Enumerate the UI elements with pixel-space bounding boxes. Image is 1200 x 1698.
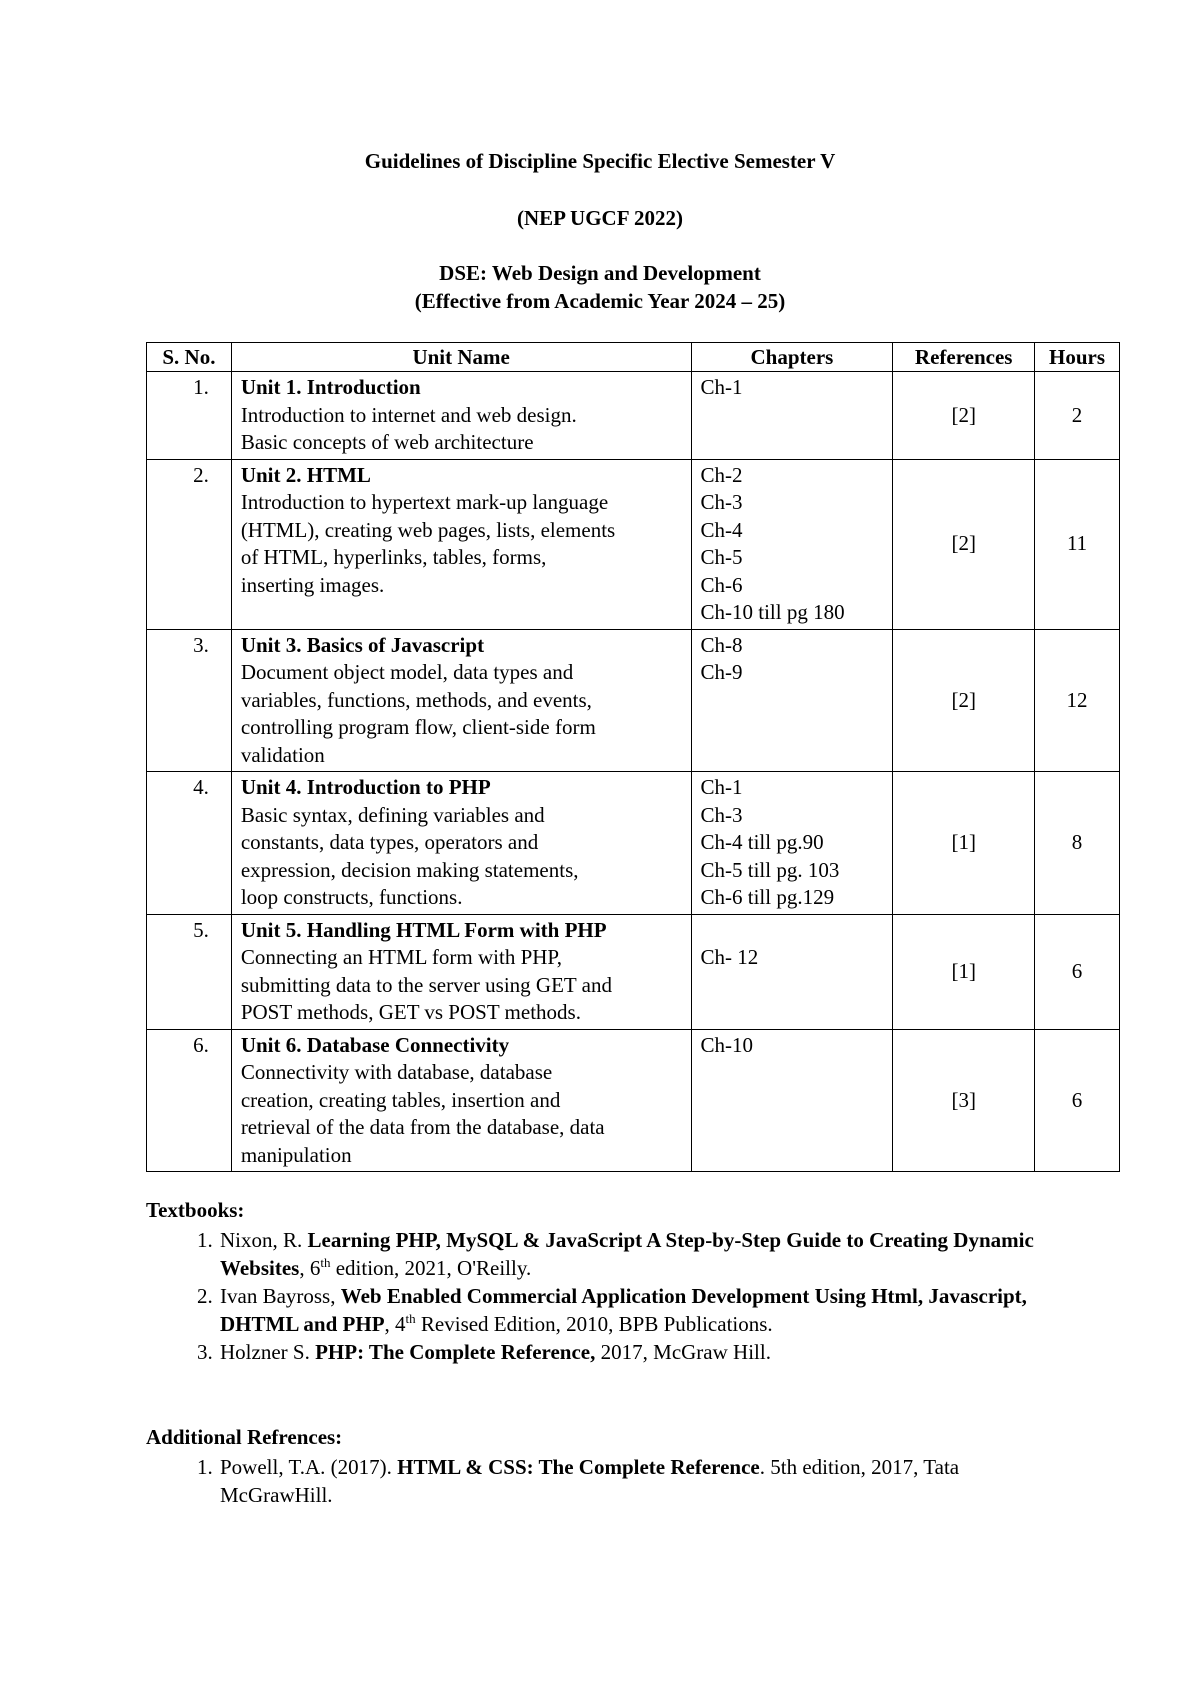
chapter-entry: Ch-3 — [700, 490, 743, 514]
document-title: Guidelines of Discipline Specific Elective Semester V — [364, 149, 836, 173]
cell-references: [2] — [893, 372, 1035, 460]
chapter-entry: Ch-10 — [700, 1032, 753, 1057]
column-header-sno: S. No. — [147, 343, 232, 372]
reference-title: PHP: The Complete Reference, — [315, 1340, 596, 1364]
cell-sno: 3. — [147, 629, 232, 772]
cell-references: [2] — [893, 459, 1035, 629]
cell-hours: 6 — [1035, 1029, 1120, 1172]
table-row — [147, 914, 1120, 1029]
reference-item — [218, 1226, 1086, 1282]
cell-chapters — [691, 372, 893, 460]
cell-unit-name — [231, 459, 691, 629]
reference-edition-suffix: th — [320, 1255, 331, 1270]
reference-author: Holzner S. — [220, 1340, 316, 1364]
effective-year: (Effective from Academic Year 2024 – 25) — [414, 289, 786, 313]
unit-description-line: loop constructs, functions. — [240, 885, 463, 909]
reference-details: 2017, McGraw Hill. — [595, 1340, 771, 1364]
cell-hours: 2 — [1035, 372, 1120, 460]
unit-description-line: Basic concepts of web architecture — [240, 430, 534, 454]
unit-description-line: POST methods, GET vs POST methods. — [240, 1000, 581, 1024]
chapter-entry: Ch-4 till pg.90 — [700, 830, 824, 854]
unit-description-line: Connectivity with database, database — [240, 1060, 553, 1084]
table-row — [147, 372, 1120, 460]
unit-description-line: expression, decision making statements, — [240, 857, 579, 882]
cell-unit-name — [231, 772, 691, 915]
chapter-entry: Ch-6 till pg.129 — [700, 885, 835, 909]
reference-author: Nixon, R. — [220, 1228, 308, 1252]
unit-title: Unit 1. Introduction — [240, 375, 421, 399]
unit-description-line: Introduction to hypertext mark-up language — [240, 490, 609, 514]
cell-unit-name — [231, 914, 691, 1029]
table-header-row — [147, 343, 1120, 372]
cell-sno: 4. — [147, 772, 232, 915]
additional-references-section — [146, 1423, 1046, 1509]
unit-description-line: Connecting an HTML form with PHP, — [240, 945, 563, 969]
unit-description-line: constants, data types, operators and — [240, 830, 539, 854]
reference-details: Revised Edition, 2010, BPB Publications. — [415, 1312, 773, 1336]
cell-chapters — [691, 1029, 893, 1172]
cell-hours: 6 — [1035, 914, 1120, 1029]
cell-chapters — [691, 772, 893, 915]
chapter-entry: Ch-1 — [700, 375, 743, 399]
cell-unit-name — [231, 1029, 691, 1172]
cell-references: [3] — [893, 1029, 1035, 1172]
cell-sno: 6. — [147, 1029, 232, 1172]
table-body — [147, 372, 1120, 1172]
chapter-entry: Ch-5 till pg. 103 — [700, 857, 840, 882]
unit-description-line: controlling program flow, client-side form — [240, 715, 596, 739]
unit-description-line: Basic syntax, defining variables and — [240, 802, 545, 827]
cell-references: [1] — [893, 772, 1035, 915]
cell-hours: 11 — [1035, 459, 1120, 629]
unit-description-line: manipulation — [240, 1142, 352, 1167]
table-row — [147, 772, 1120, 915]
reference-details: . 5th edition, 2017, Tata McGrawHill. — [220, 1455, 960, 1507]
syllabus-table — [146, 342, 1120, 1172]
table-row — [147, 459, 1120, 629]
unit-title: Unit 4. Introduction to PHP — [240, 775, 491, 799]
cell-unit-name — [231, 629, 691, 772]
cell-chapters — [691, 459, 893, 629]
chapter-entry — [701, 917, 884, 945]
reference-item — [218, 1453, 1046, 1509]
unit-description-line: Introduction to internet and web design. — [240, 402, 577, 427]
table-row — [147, 1029, 1120, 1172]
chapter-entry: Ch-4 — [700, 517, 743, 542]
column-header-unit-name: Unit Name — [231, 343, 691, 372]
chapter-entry: Ch-5 — [700, 545, 743, 569]
chapter-entry: Ch-9 — [700, 660, 743, 684]
cell-sno: 2. — [147, 459, 232, 629]
unit-description-line: inserting images. — [240, 572, 385, 597]
framework-label: (NEP UGCF 2022) — [516, 206, 684, 230]
reference-title: Web Enabled Commercial Application Development Using Html, Javascript, DHTML and PHP — [220, 1284, 1027, 1336]
textbooks-list — [146, 1226, 1086, 1366]
unit-description-line: variables, functions, methods, and events, — [240, 687, 592, 712]
cell-references: [1] — [893, 914, 1035, 1029]
cell-hours: 8 — [1035, 772, 1120, 915]
unit-description-line: retrieval of the data from the database, data — [240, 1115, 605, 1139]
reference-edition-number: , 4 — [384, 1312, 406, 1336]
reference-title: HTML & CSS: The Complete Reference — [397, 1455, 760, 1479]
column-header-chapters: Chapters — [691, 343, 893, 372]
unit-title: Unit 5. Handling HTML Form with PHP — [240, 917, 607, 942]
reference-item — [218, 1282, 1086, 1338]
cell-unit-name — [231, 372, 691, 460]
chapter-entry: Ch-1 — [700, 775, 743, 799]
unit-description-line: submitting data to the server using GET and — [240, 972, 612, 997]
unit-description-line: validation — [240, 742, 325, 767]
course-title: DSE: Web Design and Development — [439, 261, 761, 285]
table-row — [147, 629, 1120, 772]
unit-description-line: Document object model, data types and — [240, 660, 574, 684]
reference-edition-number: , 6 — [299, 1256, 321, 1280]
cell-hours: 12 — [1035, 629, 1120, 772]
chapter-entry: Ch- 12 — [700, 945, 759, 969]
cell-references: [2] — [893, 629, 1035, 772]
unit-title: Unit 3. Basics of Javascript — [240, 632, 485, 657]
reference-author: Powell, T.A. (2017). — [220, 1455, 398, 1479]
chapter-entry: Ch-3 — [700, 802, 743, 827]
column-header-references: References — [893, 343, 1035, 372]
unit-title: Unit 6. Database Connectivity — [240, 1032, 510, 1057]
textbooks-heading: Textbooks: — [146, 1198, 245, 1222]
chapter-entry: Ch-6 — [700, 572, 743, 597]
unit-description-line: (HTML), creating web pages, lists, elements — [240, 517, 616, 542]
reference-details: edition, 2021, O'Reilly. — [330, 1256, 532, 1280]
reference-title: Learning PHP, MySQL & JavaScript A Step-by-Step Guide to Creating Dynamic Websites — [220, 1228, 1034, 1280]
textbooks-section — [146, 1196, 1086, 1366]
additional-references-list — [146, 1453, 1046, 1509]
additional-references-heading: Additional Refrences: — [146, 1425, 343, 1449]
unit-description-line: creation, creating tables, insertion and — [240, 1087, 561, 1112]
unit-title: Unit 2. HTML — [240, 462, 371, 487]
cell-chapters — [691, 629, 893, 772]
column-header-hours: Hours — [1035, 343, 1120, 372]
reference-edition-suffix: th — [405, 1311, 416, 1326]
cell-chapters — [691, 914, 893, 1029]
cell-sno: 5. — [147, 914, 232, 1029]
chapter-entry: Ch-2 — [700, 462, 743, 487]
chapter-entry: Ch-8 — [700, 632, 743, 657]
reference-item — [218, 1338, 1086, 1366]
reference-author: Ivan Bayross, — [220, 1284, 341, 1308]
unit-description-line: of HTML, hyperlinks, tables, forms, — [240, 545, 547, 569]
cell-sno: 1. — [147, 372, 232, 460]
chapter-entry: Ch-10 till pg 180 — [700, 600, 845, 624]
